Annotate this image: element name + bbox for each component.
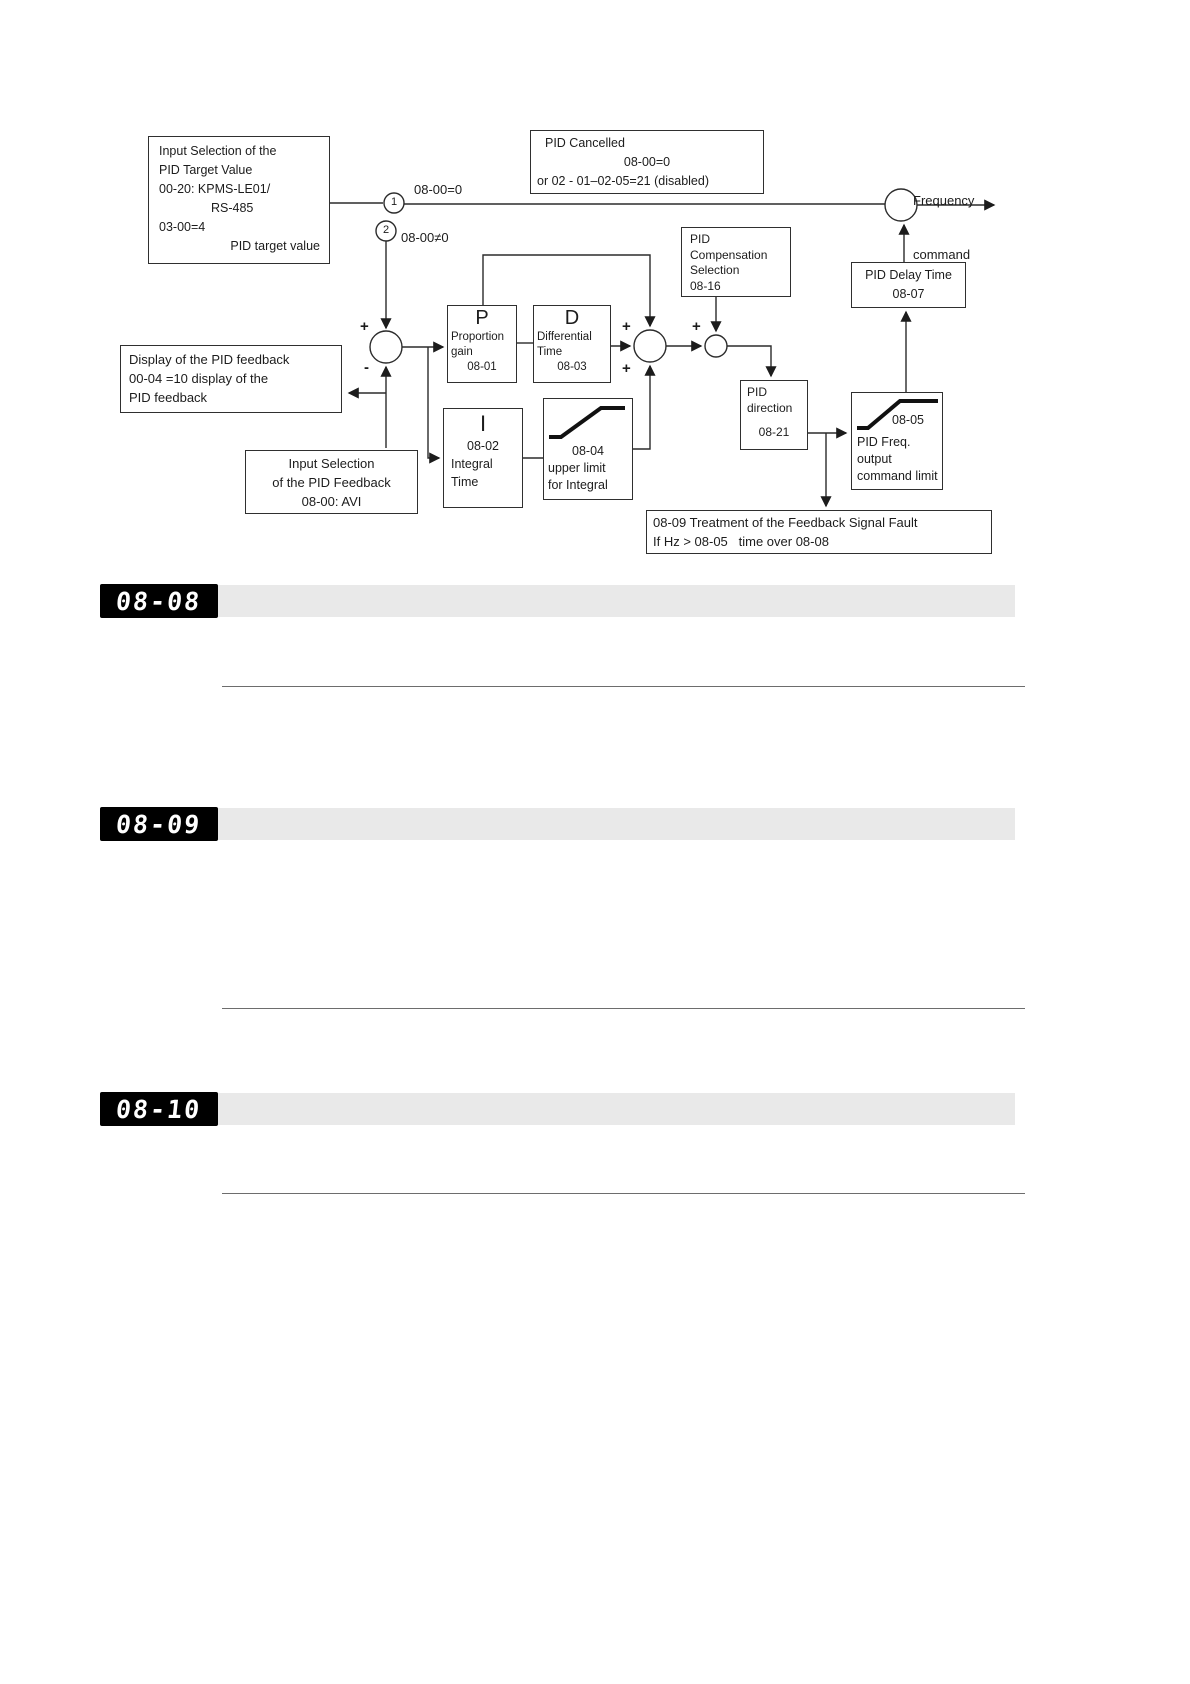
box-line: Differential	[537, 331, 592, 343]
box-line: 00-20: KPMS-LE01/	[159, 182, 271, 196]
param-code-text: 08-09	[114, 809, 204, 839]
param-code-badge-08-09	[100, 807, 218, 841]
frequency-command-label	[913, 156, 974, 300]
section-bar	[100, 1093, 1015, 1125]
switch-node-1: 1	[390, 196, 398, 208]
param-code-badge-08-08	[100, 584, 218, 618]
section-bar	[100, 808, 1015, 840]
pid-direction-box	[740, 380, 808, 450]
box-line: Selection	[690, 263, 740, 277]
box-line: gain	[451, 346, 473, 358]
section-bar	[100, 585, 1015, 617]
box-line: 08-09 Treatment of the Feedback Signal Fault	[653, 515, 918, 530]
saturation-curve-icon	[544, 399, 630, 443]
box-line: 08-16	[690, 278, 721, 293]
box-line: 08-21	[758, 425, 790, 439]
pid-feedback-input-box	[245, 450, 418, 514]
switch-label-disabled: 08-00=0	[414, 182, 463, 197]
integral-upper-limit-box	[543, 398, 633, 500]
box-line: of the PID Feedback	[272, 475, 391, 490]
box-line: Input Selection	[288, 456, 375, 471]
box-line: 08-00=0	[623, 155, 671, 169]
switch-node-2: 2	[382, 224, 390, 236]
box-line: 00-04 =10 display of the	[129, 371, 269, 386]
param-code-text: 08-10	[114, 1094, 204, 1124]
separator-rule	[222, 686, 1025, 687]
box-line: command limit	[857, 469, 938, 483]
box-line: Proportion	[451, 331, 505, 343]
box-line: PID Delay Time	[865, 268, 952, 282]
box-line: RS-485	[211, 201, 254, 215]
pid-cancelled-box	[530, 130, 764, 194]
box-line: 03-00=4	[159, 220, 206, 234]
differential-time-box	[533, 305, 611, 383]
box-line: 08-00: AVI	[301, 494, 362, 509]
box-line: Compensation	[690, 247, 768, 262]
sum2-plus-bottom-sign: +	[622, 360, 631, 377]
box-line: PID Target Value	[159, 163, 253, 177]
param-code-badge-08-10	[100, 1092, 218, 1126]
box-line: or 02 - 01–02-05=21 (disabled)	[537, 174, 709, 188]
separator-rule	[222, 1193, 1025, 1194]
label-line: command	[913, 247, 971, 262]
p-symbol: P	[475, 307, 489, 329]
sum2-plus-top-sign: +	[622, 318, 631, 335]
box-line: PID	[747, 385, 768, 399]
box-line: Time	[451, 475, 479, 489]
separator-rule	[222, 1008, 1025, 1009]
d-symbol: D	[564, 307, 580, 329]
sum1-minus-sign: -	[364, 359, 369, 376]
pid-feedback-display-box	[120, 345, 342, 413]
param-code-text: 08-08	[114, 586, 204, 616]
i-symbol: I	[479, 411, 487, 436]
box-line: PID	[690, 232, 711, 246]
sum1-plus-sign: +	[360, 318, 369, 335]
box-line: Integral	[451, 457, 493, 471]
proportional-gain-box	[447, 305, 517, 383]
box-line: PID Freq.	[857, 435, 911, 449]
box-line: upper limit	[548, 461, 606, 475]
switch-label-enabled: 08-00≠0	[401, 230, 449, 245]
box-line: direction	[747, 401, 793, 415]
label-line: Frequency	[913, 193, 975, 208]
box-line: 08-03	[557, 361, 587, 373]
box-line: 08-04	[572, 444, 604, 458]
box-line: PID target value	[230, 239, 320, 253]
feedback-fault-treatment-box	[646, 510, 992, 554]
integral-time-box	[443, 408, 523, 508]
box-line: 08-05	[892, 413, 924, 427]
pid-freq-output-limit-box	[851, 392, 943, 490]
box-line: 08-02	[467, 439, 499, 453]
box-line: Input Selection of the	[159, 144, 277, 158]
box-line: PID feedback	[129, 390, 208, 405]
box-line: 08-07	[892, 287, 925, 301]
compensation-plus-sign: +	[692, 318, 701, 335]
box-line: If Hz > 08-05 time over 08-08	[653, 534, 829, 549]
box-line: 08-01	[467, 361, 497, 373]
box-line: Time	[537, 346, 563, 358]
box-line: output	[857, 452, 892, 466]
box-line: PID Cancelled	[545, 136, 625, 150]
box-line: for Integral	[548, 478, 608, 492]
pid-target-value-box	[148, 136, 330, 264]
pid-compensation-box	[681, 227, 791, 297]
box-line: Display of the PID feedback	[129, 352, 290, 367]
